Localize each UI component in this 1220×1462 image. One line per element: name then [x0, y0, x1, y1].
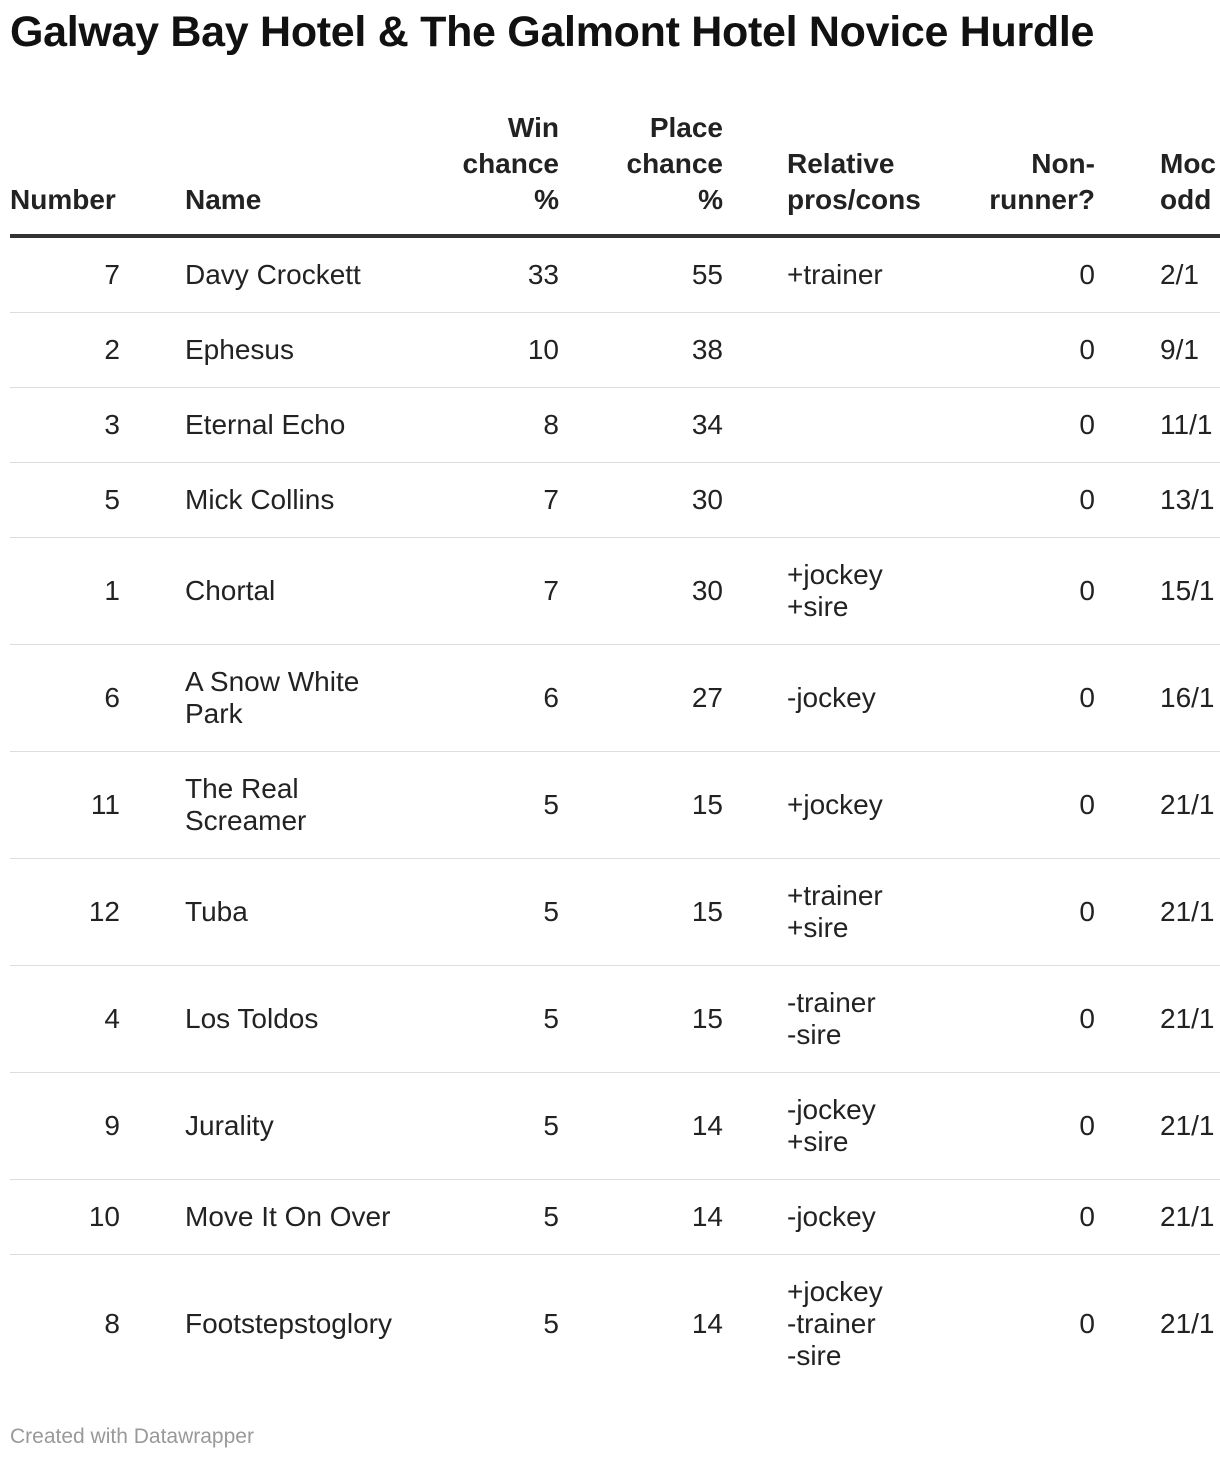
cell-non-runner: 0 — [957, 1180, 1095, 1255]
cell-odds: 15/1 — [1160, 538, 1220, 645]
footer-credit: Created with Datawrapper — [10, 1425, 254, 1448]
cell-non-runner: 0 — [957, 859, 1095, 966]
table-row — [10, 966, 1220, 1073]
cell-odds: 9/1 — [1160, 313, 1220, 388]
table-body — [10, 236, 1220, 1393]
cell-number: 12 — [10, 859, 120, 966]
cell-pros-cons — [787, 313, 957, 388]
cell-spacer — [723, 966, 787, 1073]
cell-win-chance: 8 — [415, 388, 559, 463]
cell-name: Los Toldos — [185, 966, 415, 1073]
cell-spacer — [1095, 752, 1160, 859]
table-row — [10, 645, 1220, 752]
table-row — [10, 388, 1220, 463]
cell-spacer — [723, 645, 787, 752]
cell-number: 1 — [10, 538, 120, 645]
cell-spacer — [723, 752, 787, 859]
cell-number: 8 — [104, 1308, 120, 1339]
cell-spacer — [1095, 538, 1160, 645]
cell-spacer — [120, 966, 185, 1073]
cell-number: 6 — [10, 645, 120, 752]
cell-place-chance: 14 — [691, 1308, 723, 1339]
cell-number: 3 — [10, 388, 120, 463]
cell-pros-cons: -trainer -sire — [787, 966, 957, 1073]
table-row — [10, 1073, 1220, 1180]
table-row — [10, 1180, 1220, 1255]
cell-name: Davy Crockett — [185, 236, 415, 313]
cell-odds: 21/1 — [1160, 1308, 1215, 1339]
cell-non-runner: 0 — [957, 966, 1095, 1073]
cell-number: 10 — [10, 1180, 120, 1255]
cell-spacer — [723, 388, 787, 463]
cell-pros-cons: +jockey +sire — [787, 538, 957, 645]
cell-place-chance: 27 — [559, 645, 723, 752]
cell-spacer — [1095, 236, 1160, 313]
cell-spacer — [120, 1073, 185, 1180]
cell-place-chance: 14 — [559, 1180, 723, 1255]
cell-non-runner: 0 — [957, 752, 1095, 859]
cell-win-chance: 5 — [415, 859, 559, 966]
cell-odds: 21/1 — [1160, 1073, 1220, 1180]
cell-name: A Snow White Park — [185, 645, 415, 752]
cell-spacer — [1095, 463, 1160, 538]
cell-non-runner: 0 — [957, 1073, 1095, 1180]
cell-spacer — [120, 463, 185, 538]
cell-odds: 2/1 — [1160, 236, 1220, 313]
cell-win-chance: 7 — [415, 463, 559, 538]
table-row — [10, 1255, 1220, 1394]
column-header-win-chance: Win chance % — [415, 110, 559, 236]
table-row — [10, 538, 1220, 645]
cell-pros-cons: +trainer — [787, 236, 957, 313]
cell-pros-cons — [787, 388, 957, 463]
cell-place-chance: 15 — [559, 966, 723, 1073]
cell-spacer — [723, 236, 787, 313]
cell-spacer — [723, 463, 787, 538]
cell-spacer — [723, 1073, 787, 1180]
header-row — [10, 110, 1220, 236]
cell-spacer — [120, 1255, 185, 1394]
cell-win-chance: 7 — [415, 538, 559, 645]
cell-spacer — [1095, 388, 1160, 463]
cell-non-runner: 0 — [957, 645, 1095, 752]
cell-pros-cons — [787, 463, 957, 538]
cell-spacer — [723, 538, 787, 645]
cell-pros-cons: +trainer +sire — [787, 859, 957, 966]
runners-table — [10, 110, 1220, 1393]
cell-name: Jurality — [185, 1073, 415, 1180]
cell-spacer — [723, 1255, 787, 1394]
cell-pros-cons: -jockey +sire — [787, 1073, 957, 1180]
cell-number: 9 — [10, 1073, 120, 1180]
table-row — [10, 236, 1220, 313]
cell-spacer — [723, 859, 787, 966]
cell-number: 7 — [10, 236, 120, 313]
cell-pros-cons: -jockey — [787, 1180, 957, 1255]
cell-spacer — [1095, 1255, 1160, 1394]
table-row — [10, 752, 1220, 859]
cell-name: Tuba — [185, 859, 415, 966]
cell-win-chance: 5 — [415, 1180, 559, 1255]
column-spacer — [120, 110, 185, 236]
column-header-non-runner: Non- runner? — [957, 110, 1095, 236]
cell-place-chance: 55 — [559, 236, 723, 313]
table-row — [10, 859, 1220, 966]
column-header-place-chance: Place chance % — [559, 110, 723, 236]
column-header-number: Number — [10, 110, 120, 236]
cell-non-runner: 0 — [957, 538, 1095, 645]
cell-win-chance: 5 — [415, 752, 559, 859]
cell-spacer — [723, 1180, 787, 1255]
cell-number: 11 — [10, 752, 120, 859]
cell-spacer — [723, 313, 787, 388]
cell-place-chance: 15 — [559, 752, 723, 859]
cell-place-chance: 38 — [559, 313, 723, 388]
cell-place-chance: 34 — [559, 388, 723, 463]
cell-name: Eternal Echo — [185, 388, 415, 463]
cell-number: 2 — [10, 313, 120, 388]
cell-non-runner: 0 — [1079, 1308, 1095, 1339]
cell-win-chance: 6 — [415, 645, 559, 752]
cell-non-runner: 0 — [957, 388, 1095, 463]
cell-win-chance: 5 — [415, 966, 559, 1073]
cell-spacer — [120, 752, 185, 859]
cell-win-chance: 33 — [415, 236, 559, 313]
column-spacer — [1095, 110, 1160, 236]
cell-place-chance: 14 — [559, 1073, 723, 1180]
cell-number: 4 — [10, 966, 120, 1073]
cell-spacer — [120, 645, 185, 752]
cell-spacer — [120, 538, 185, 645]
cell-odds: 21/1 — [1160, 966, 1220, 1073]
cell-name: Mick Collins — [185, 463, 415, 538]
cell-spacer — [1095, 645, 1160, 752]
cell-spacer — [120, 859, 185, 966]
cell-win-chance: 5 — [415, 1073, 559, 1180]
cell-spacer — [120, 313, 185, 388]
cell-spacer — [1095, 859, 1160, 966]
race-table — [10, 110, 1220, 1393]
cell-odds: 13/1 — [1160, 463, 1220, 538]
cell-name: Footstepstoglory — [185, 1308, 392, 1339]
cell-odds: 16/1 — [1160, 645, 1220, 752]
cell-spacer — [1095, 1073, 1160, 1180]
cell-non-runner: 0 — [957, 463, 1095, 538]
cell-name: Move It On Over — [185, 1180, 415, 1255]
cell-number: 5 — [10, 463, 120, 538]
cell-place-chance: 30 — [559, 538, 723, 645]
column-header-name: Name — [185, 110, 415, 236]
cell-pros-cons: -jockey — [787, 645, 957, 752]
cell-spacer — [1095, 966, 1160, 1073]
cell-place-chance: 30 — [559, 463, 723, 538]
table-row — [10, 313, 1220, 388]
cell-win-chance: 10 — [415, 313, 559, 388]
cell-place-chance: 15 — [559, 859, 723, 966]
column-header-pros-cons: Relative pros/cons — [787, 110, 957, 236]
chart-title: Galway Bay Hotel & The Galmont Hotel Novice Hurdle — [10, 8, 1095, 56]
cell-spacer — [120, 388, 185, 463]
cell-pros-cons: +jockey — [787, 752, 957, 859]
cell-win-chance: 5 — [543, 1308, 559, 1339]
cell-non-runner: 0 — [957, 236, 1095, 313]
cell-spacer — [120, 236, 185, 313]
column-spacer — [723, 110, 787, 236]
cell-spacer — [1095, 1180, 1160, 1255]
cell-odds: 21/1 — [1160, 752, 1220, 859]
cell-odds: 11/1 — [1160, 388, 1220, 463]
cell-spacer — [1095, 313, 1160, 388]
cell-name: The Real Screamer — [185, 752, 415, 859]
cell-odds: 21/1 — [1160, 1180, 1220, 1255]
column-header-odds: Moc odd — [1160, 110, 1220, 236]
cell-spacer — [120, 1180, 185, 1255]
cell-odds: 21/1 — [1160, 859, 1220, 966]
cell-name: Ephesus — [185, 313, 415, 388]
cell-non-runner: 0 — [957, 313, 1095, 388]
cell-name: Chortal — [185, 538, 415, 645]
cell-pros-cons: +jockey -trainer -sire — [787, 1276, 883, 1371]
table-row — [10, 463, 1220, 538]
